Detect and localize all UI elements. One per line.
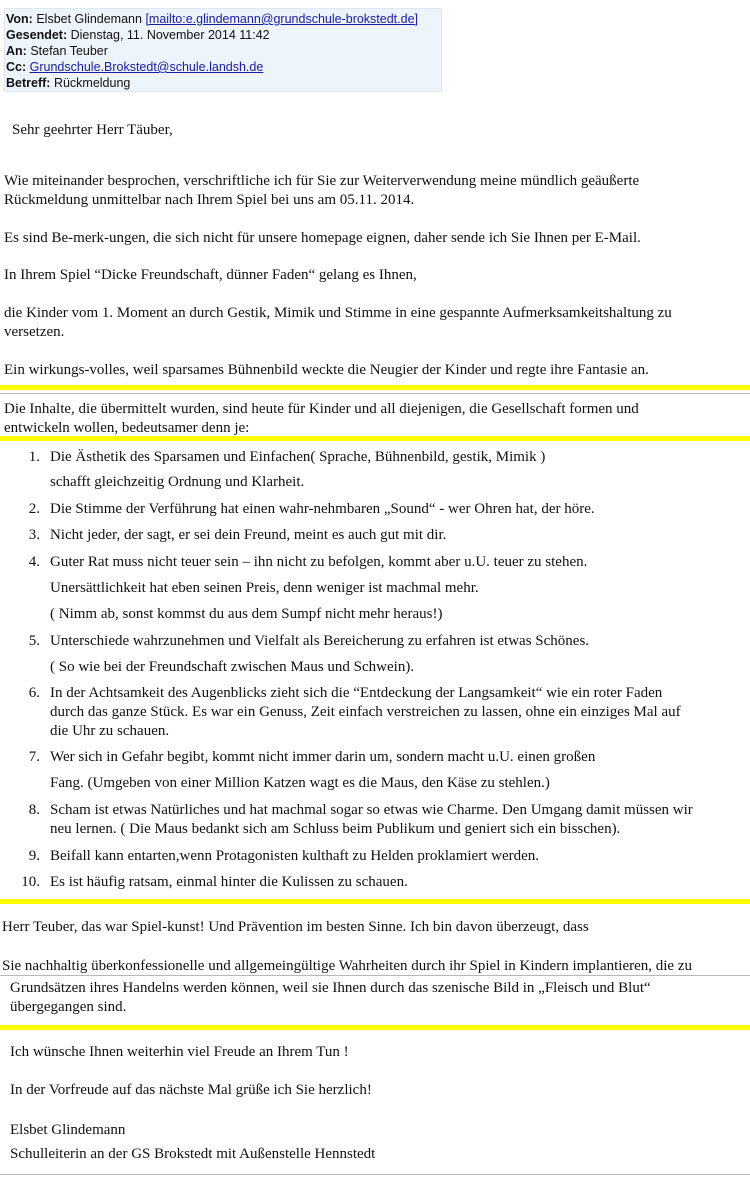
paragraph-4-line-2: versetzen. — [4, 324, 65, 340]
highlight-separator — [0, 899, 750, 904]
list-number: 9. — [28, 848, 40, 864]
list-number: 1. — [28, 449, 40, 465]
from-name: Elsbet Glindemann — [36, 12, 142, 26]
list-item-line: durch das ganze Stück. Es war ein Genuss, Zeit einfach verstreichen zu lassen, ohne ein einziges Mal auf — [50, 704, 681, 720]
to-label: An: — [6, 44, 27, 58]
paragraph-6-line-2: entwickeln wollen, bedeutsamer denn je: — [4, 420, 250, 436]
closing-line-3: Grundsätzen ihres Handelns werden können, weil sie Ihnen durch das szenische Bild in „Fleisch und Blut“ — [10, 980, 651, 996]
paragraph-3: In Ihrem Spiel “Dicke Freundschaft, dünner Faden“ gelang es Ihnen, — [4, 267, 417, 283]
list-item-line: die Uhr zu schauen. — [50, 723, 170, 739]
closing-line-1: Herr Teuber, das war Spiel-kunst! Und Prävention im besten Sinne. Ich bin davon überzeugt, dass — [2, 919, 589, 935]
list-item-line: neu lernen. ( Die Maus bedankt sich am Schluss beim Publikum und geniert sich ein bisschen). — [50, 821, 621, 837]
list-number: 3. — [28, 527, 40, 543]
list-item-line: schafft gleichzeitig Ordnung und Klarheit. — [50, 474, 305, 490]
cc-label: Cc: — [6, 60, 27, 74]
list-number: 2. — [28, 501, 40, 517]
paragraph-1-line-1: Wie miteinander besprochen, verschriftliche ich für Sie zur Weiterverwendung meine mündlich geäußerte — [4, 173, 640, 189]
cc-link[interactable]: Grundschule.Brokstedt@schule.landsh.de — [29, 60, 264, 74]
closing-line-4: übergegangen sind. — [10, 999, 127, 1015]
list-item-line: Unterschiede wahrzunehmen und Vielfalt als Bereicherung zu erfahren ist etwas Schönes. — [50, 633, 590, 649]
list-item-line: In der Achtsamkeit des Augenblicks zieht sich die “Entdeckung der Langsamkeit“ wie ein roter Faden — [50, 685, 663, 701]
paragraph-5: Ein wirkungs-volles, weil sparsames Bühnenbild weckte die Neugier der Kinder und regte ihre Fantasie an. — [4, 362, 649, 378]
bottom-border — [0, 1174, 750, 1175]
list-item-line: Wer sich in Gefahr begibt, kommt nicht immer darin um, sondern macht u.U. einen großen — [50, 749, 596, 765]
list-item-line: Nicht jeder, der sagt, er sei dein Freund, meint es auch gut mit dir. — [50, 527, 447, 543]
list-item-line: ( So wie bei der Freundschaft zwischen Maus und Schwein). — [50, 659, 415, 675]
list-number: 10. — [21, 874, 40, 890]
list-item-line: Beifall kann entarten,wenn Protagonisten kulthaft zu Helden proklamiert werden. — [50, 848, 540, 864]
list-item-line: Die Ästhetik des Sparsamen und Einfachen( Sprache, Bühnenbild, gestik, Mimik ) — [50, 449, 546, 465]
list-item-line: Scham ist etwas Natürliches und hat machmal sogar so etwas wie Charme. Den Umgang damit müssen wir — [50, 802, 693, 818]
list-item-line: Es ist häufig ratsam, einmal hinter die Kulissen zu schauen. — [50, 874, 408, 890]
paragraph-6-line-1: Die Inhalte, die übermittelt wurden, sind heute für Kinder und all diejenigen, die Gesellschaft formen und — [4, 401, 639, 417]
closing-line-2: Sie nachhaltig überkonfessionelle und allgemeingültige Wahrheiten durch ihr Spiel in Kindern implantieren, die zu — [2, 958, 692, 974]
wish-line: Ich wünsche Ihnen weiterhin viel Freude an Ihrem Tun ! — [10, 1044, 349, 1060]
from-label: Von: — [6, 12, 33, 26]
paragraph-2: Es sind Be-merk-ungen, die sich nicht für unsere homepage eignen, daher sende ich Sie Ihnen per E-Mail. — [4, 230, 641, 246]
salutation: Sehr geehrter Herr Täuber, — [12, 122, 173, 138]
sent-row — [5, 27, 441, 43]
list-number: 8. — [28, 802, 40, 818]
paragraph-1-line-2: Rückmeldung unmittelbar nach Ihrem Spiel bei uns am 05.11. 2014. — [4, 192, 415, 208]
highlight-separator — [0, 436, 750, 441]
to-row — [5, 43, 441, 59]
signature-title: Schulleiterin an der GS Brokstedt mit Außenstelle Hennstedt — [10, 1146, 376, 1162]
sent-value: Dienstag, 11. November 2014 11:42 — [70, 28, 270, 42]
paragraph-4-line-1: die Kinder vom 1. Moment an durch Gestik, Mimik und Stimme in eine gespannte Aufmerksamkeitshaltung zu — [4, 305, 672, 321]
divider-line — [0, 393, 750, 394]
subject-value: Rückmeldung — [53, 76, 131, 90]
list-item-line: Fang. (Umgeben von einer Million Katzen wagt es die Maus, den Käse zu stehlen.) — [50, 775, 550, 791]
subject-label: Betreff: — [6, 76, 51, 90]
from-row — [5, 11, 441, 27]
list-item-line: Guter Rat muss nicht teuer sein – ihn nicht zu befolgen, kommt aber u.U. teuer zu stehen. — [50, 554, 588, 570]
signature-name: Elsbet Glindemann — [10, 1122, 126, 1138]
list-number: 4. — [28, 554, 40, 570]
to-value: Stefan Teuber — [30, 44, 108, 58]
list-number: 5. — [28, 633, 40, 649]
from-mailto-link[interactable]: [mailto:e.glindemann@grundschule-brokstedt.de] — [145, 12, 419, 26]
list-number: 7. — [28, 749, 40, 765]
email-header — [4, 8, 442, 92]
subject-row — [5, 75, 441, 91]
sent-label: Gesendet: — [6, 28, 68, 42]
highlight-separator — [0, 385, 750, 390]
greeting-line: In der Vorfreude auf das nächste Mal grüße ich Sie herzlich! — [10, 1082, 372, 1098]
list-item-line: Die Stimme der Verführung hat einen wahr-nehmbaren „Sound“ - wer Ohren hat, der höre. — [50, 501, 595, 517]
list-item-line: ( Nimm ab, sonst kommst du aus dem Sumpf nicht mehr heraus!) — [50, 606, 443, 622]
list-item-line: Unersättlichkeit hat eben seinen Preis, denn weniger ist machmal mehr. — [50, 580, 479, 596]
cc-row — [5, 59, 441, 75]
list-number: 6. — [28, 685, 40, 701]
highlight-separator — [0, 1025, 750, 1030]
divider-line — [0, 975, 750, 976]
